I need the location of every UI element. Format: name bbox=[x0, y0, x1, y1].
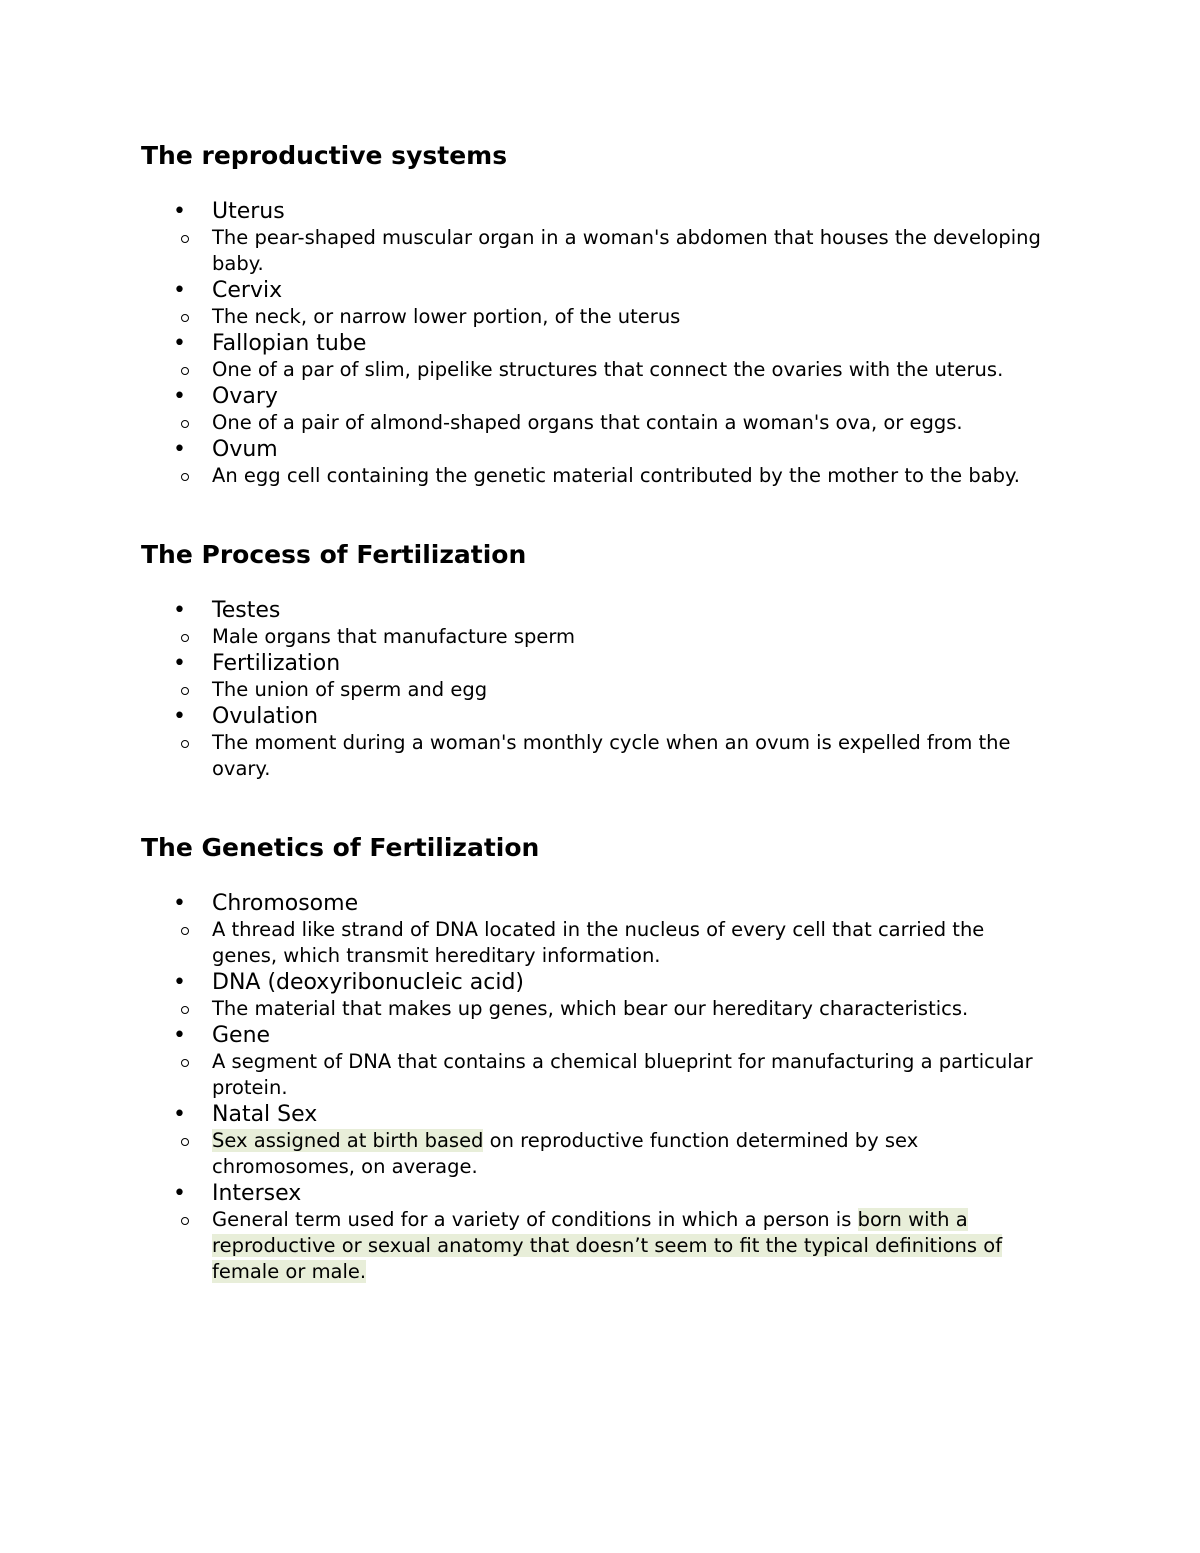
definition-text: The neck, or narrow lower portion, of the uterus bbox=[212, 305, 681, 328]
definition-item bbox=[212, 1207, 1061, 1285]
section-heading: The reproductive systems bbox=[141, 141, 508, 170]
definition-item bbox=[212, 917, 1061, 969]
term-item bbox=[141, 383, 1061, 436]
circle-bullet-icon bbox=[181, 235, 189, 243]
term-list bbox=[141, 890, 1061, 1285]
section-heading: The Process of Fertilization bbox=[141, 540, 527, 569]
definition-item bbox=[212, 996, 1061, 1022]
definition-text: A segment of DNA that contains a chemical blueprint for manufacturing a particular protein. bbox=[212, 1050, 1033, 1099]
definition-text: An egg cell containing the genetic material contributed by the mother to the baby. bbox=[212, 464, 1020, 487]
bullet-icon: • bbox=[173, 1102, 186, 1127]
section-reproductive-systems bbox=[141, 140, 1061, 489]
definition-text: Male organs that manufacture sperm bbox=[212, 625, 576, 648]
bullet-icon: • bbox=[173, 651, 186, 676]
term-item bbox=[141, 969, 1061, 1022]
definition-item bbox=[212, 677, 1061, 703]
section-process-of-fertilization bbox=[141, 539, 1061, 782]
bullet-icon: • bbox=[173, 891, 186, 916]
circle-bullet-icon bbox=[181, 1217, 189, 1225]
term-label: Ovary bbox=[212, 384, 278, 409]
document-page bbox=[141, 140, 1061, 1335]
definition-item bbox=[212, 1128, 1061, 1180]
definition-item bbox=[212, 225, 1061, 277]
term-label: Fertilization bbox=[212, 651, 341, 676]
highlighted-text: Sex assigned at birth based bbox=[212, 1129, 484, 1152]
term-label: Testes bbox=[212, 598, 281, 623]
definition-text: The moment during a woman's monthly cycle when an ovum is expelled from the ovary. bbox=[212, 731, 1011, 780]
circle-bullet-icon bbox=[181, 927, 189, 935]
definition-text: One of a par of slim, pipelike structures that connect the ovaries with the uterus. bbox=[212, 358, 1004, 381]
term-item bbox=[141, 890, 1061, 969]
circle-bullet-icon bbox=[181, 1059, 189, 1067]
term-label: Natal Sex bbox=[212, 1102, 318, 1127]
circle-bullet-icon bbox=[181, 473, 189, 481]
circle-bullet-icon bbox=[181, 634, 189, 642]
circle-bullet-icon bbox=[181, 367, 189, 375]
term-item bbox=[141, 597, 1061, 650]
definition-item bbox=[212, 463, 1061, 489]
bullet-icon: • bbox=[173, 598, 186, 623]
term-label: Fallopian tube bbox=[212, 331, 367, 356]
term-list bbox=[141, 597, 1061, 782]
term-item bbox=[141, 1022, 1061, 1101]
definition-text: on reproductive function determined by sex chromosomes, on average. bbox=[212, 1129, 919, 1178]
definition-item bbox=[212, 624, 1061, 650]
term-label: Chromosome bbox=[212, 891, 359, 916]
term-label: DNA (deoxyribonucleic acid) bbox=[212, 970, 524, 995]
section-genetics-of-fertilization bbox=[141, 832, 1061, 1285]
definition-item bbox=[212, 410, 1061, 436]
bullet-icon: • bbox=[173, 278, 186, 303]
term-item bbox=[141, 703, 1061, 782]
term-item bbox=[141, 650, 1061, 703]
term-item bbox=[141, 330, 1061, 383]
circle-bullet-icon bbox=[181, 1138, 189, 1146]
bullet-icon: • bbox=[173, 1023, 186, 1048]
term-item bbox=[141, 436, 1061, 489]
definition-item bbox=[212, 730, 1061, 782]
bullet-icon: • bbox=[173, 970, 186, 995]
term-label: Cervix bbox=[212, 278, 283, 303]
circle-bullet-icon bbox=[181, 687, 189, 695]
term-label: Ovum bbox=[212, 437, 278, 462]
term-item bbox=[141, 277, 1061, 330]
definition-text: General term used for a variety of conditions in which a person is bbox=[212, 1208, 858, 1231]
section-heading: The Genetics of Fertilization bbox=[141, 833, 540, 862]
bullet-icon: • bbox=[173, 704, 186, 729]
bullet-icon: • bbox=[173, 331, 186, 356]
bullet-icon: • bbox=[173, 199, 186, 224]
term-label: Ovulation bbox=[212, 704, 319, 729]
bullet-icon: • bbox=[173, 437, 186, 462]
circle-bullet-icon bbox=[181, 420, 189, 428]
definition-text: One of a pair of almond-shaped organs that contain a woman's ova, or eggs. bbox=[212, 411, 963, 434]
definition-text: The pear-shaped muscular organ in a woman's abdomen that houses the developing baby. bbox=[212, 226, 1041, 275]
term-label: Intersex bbox=[212, 1181, 302, 1206]
circle-bullet-icon bbox=[181, 1006, 189, 1014]
definition-text: The union of sperm and egg bbox=[212, 678, 488, 701]
definition-text: The material that makes up genes, which bear our hereditary characteristics. bbox=[212, 997, 969, 1020]
definition-item bbox=[212, 1049, 1061, 1101]
definition-item bbox=[212, 357, 1061, 383]
term-item bbox=[141, 1101, 1061, 1180]
definition-item bbox=[212, 304, 1061, 330]
term-list bbox=[141, 198, 1061, 489]
bullet-icon: • bbox=[173, 1181, 186, 1206]
definition-text: A thread like strand of DNA located in the nucleus of every cell that carried the genes, which transmit hereditary information. bbox=[212, 918, 985, 967]
term-item bbox=[141, 198, 1061, 277]
bullet-icon: • bbox=[173, 384, 186, 409]
highlighted-text: born with a reproductive or sexual anatomy that doesn’t seem to fit the typical definitions of female or male. bbox=[212, 1208, 1003, 1283]
term-label: Uterus bbox=[212, 199, 285, 224]
circle-bullet-icon bbox=[181, 740, 189, 748]
term-item bbox=[141, 1180, 1061, 1285]
circle-bullet-icon bbox=[181, 314, 189, 322]
term-label: Gene bbox=[212, 1023, 271, 1048]
